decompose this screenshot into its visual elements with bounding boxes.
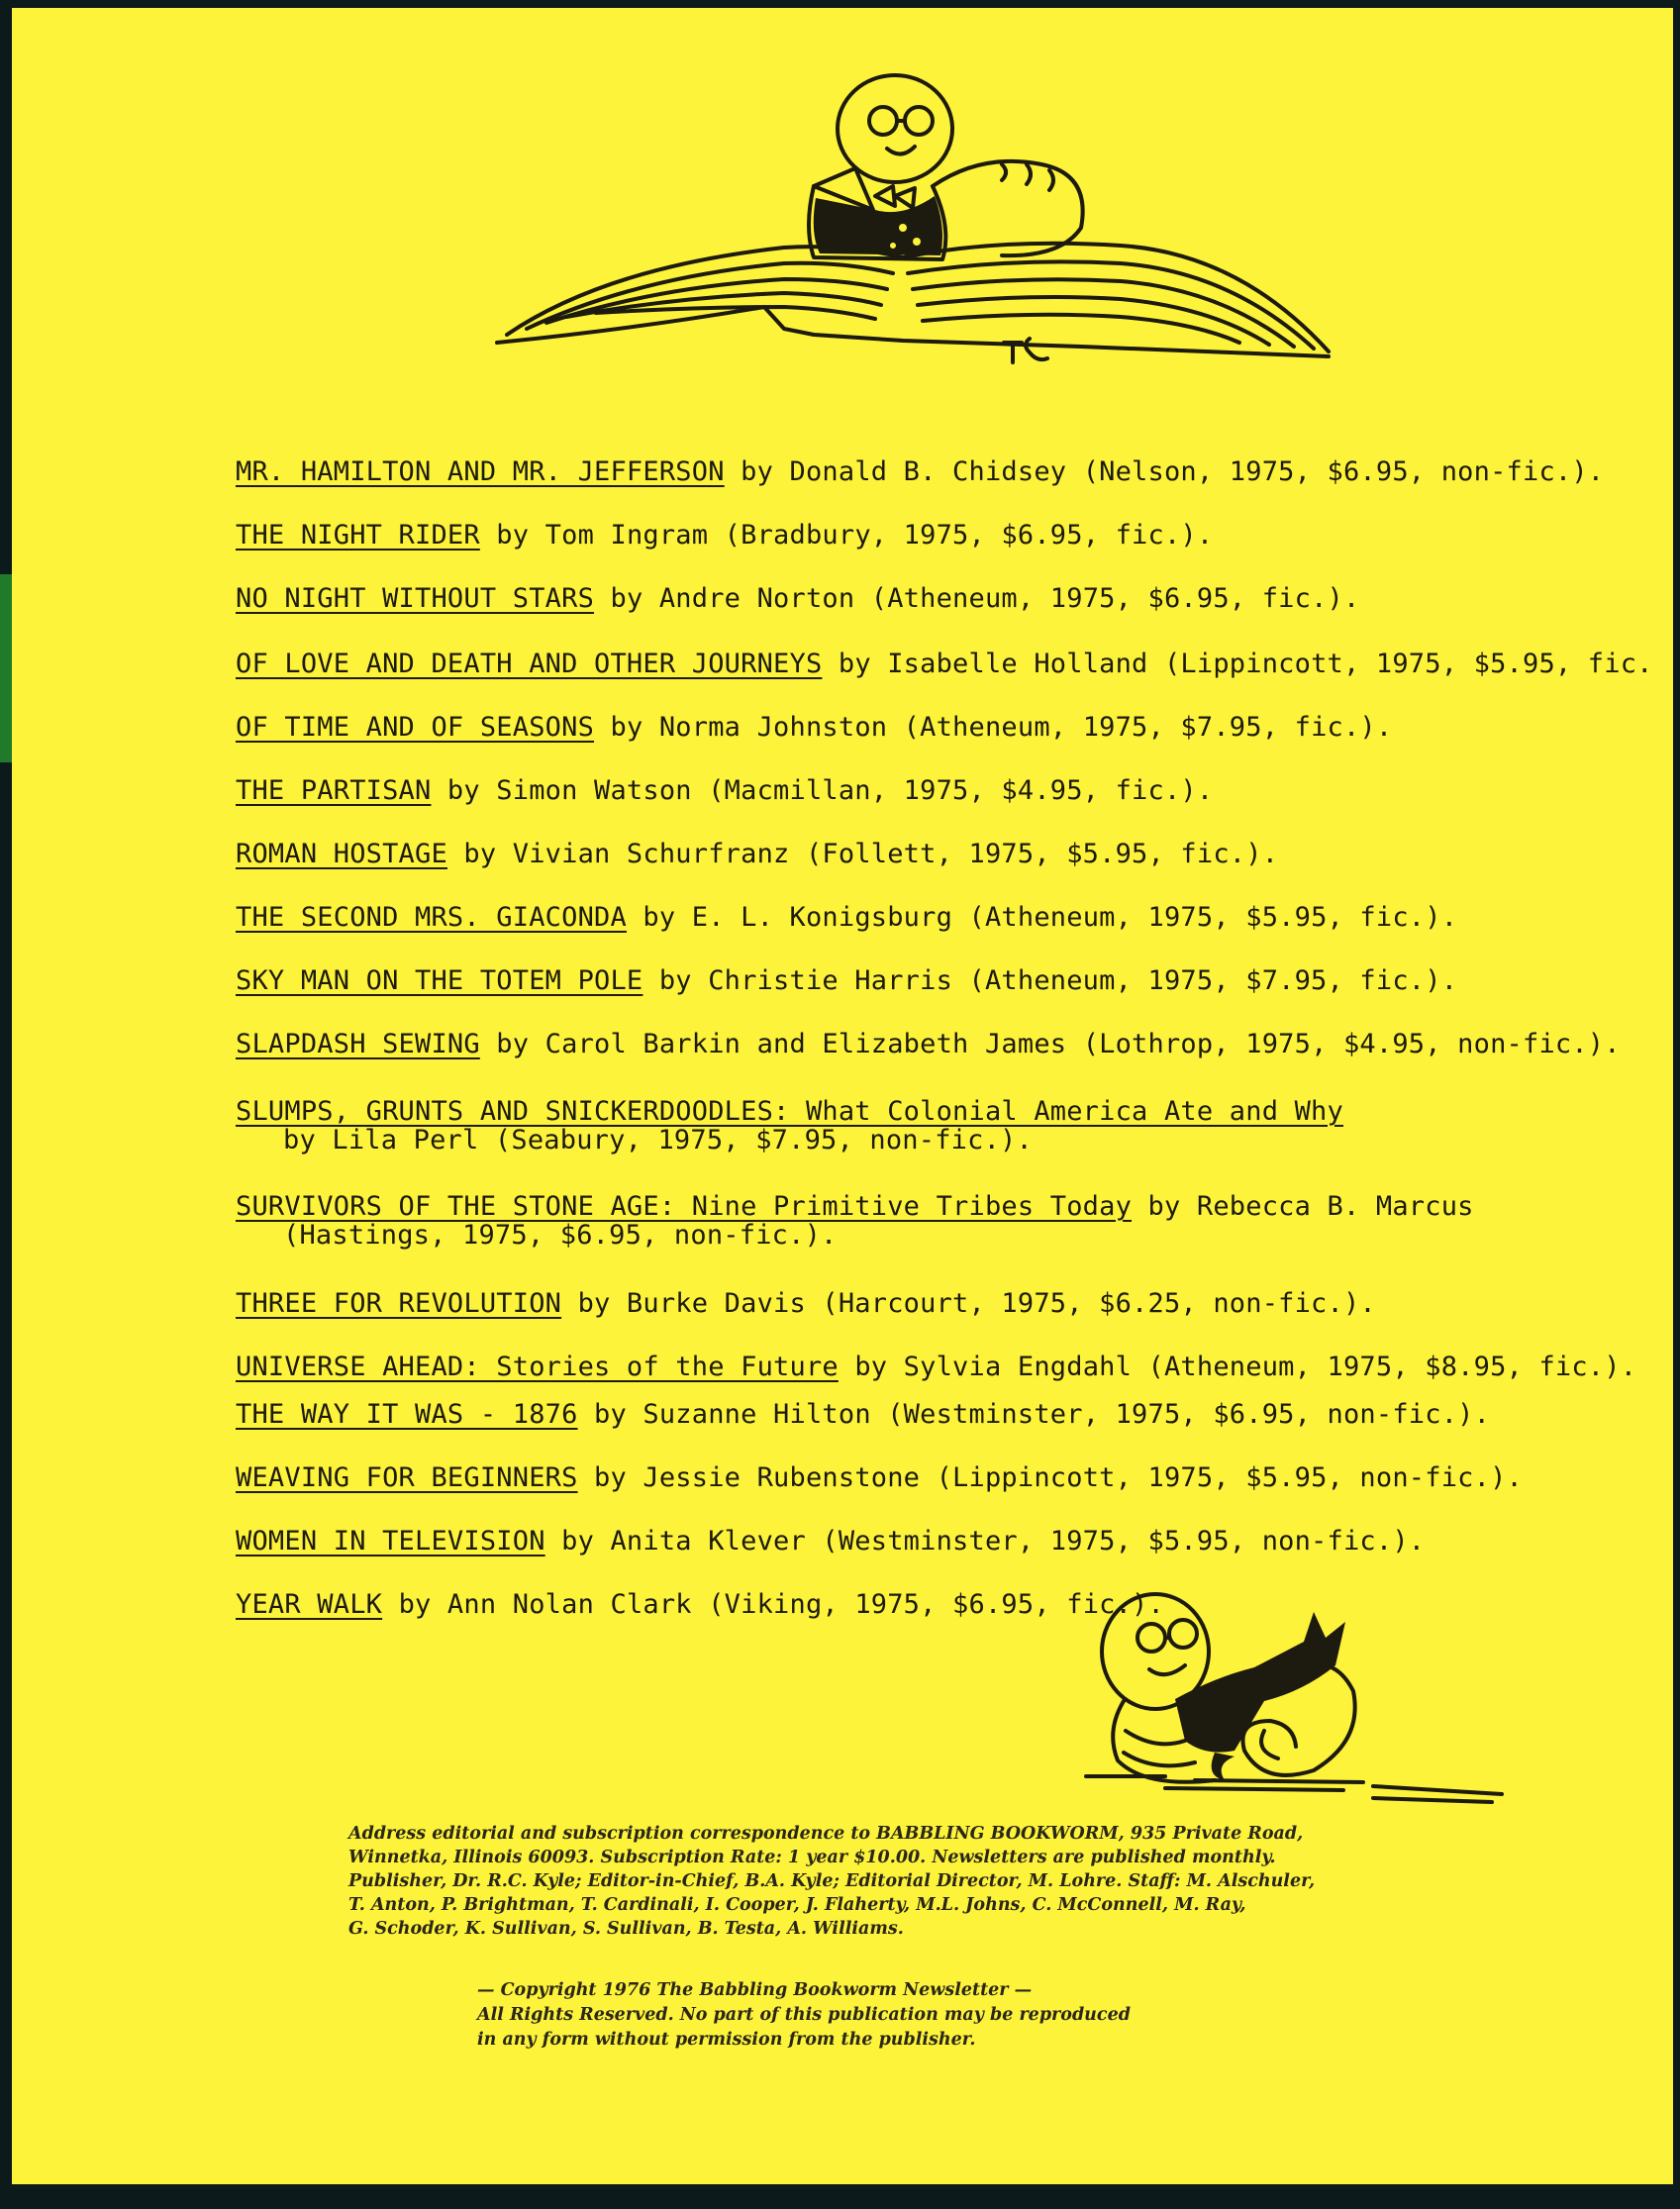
book-details: by Andre Norton (Atheneum, 1975, $6.95, fic.). bbox=[594, 583, 1360, 614]
book-entry bbox=[236, 584, 1359, 614]
publication-info-line: T. Anton, P. Brightman, T. Cardinali, I. Cooper, J. Flaherty, M.L. Johns, C. McConnell, M. Ray, bbox=[348, 1895, 1246, 1915]
book-entry bbox=[236, 521, 1213, 551]
book-details: by Rebecca B. Marcus bbox=[1132, 1191, 1474, 1222]
book-details: by Isabelle Holland (Lippincott, 1975, $5.95, fic. bbox=[822, 649, 1653, 679]
book-title: ROMAN HOSTAGE bbox=[236, 839, 447, 869]
book-details: by E. L. Konigsburg (Atheneum, 1975, $5.95, fic.). bbox=[626, 902, 1458, 933]
book-entry bbox=[236, 966, 1457, 996]
book-title: UNIVERSE AHEAD: Stories of the Future bbox=[236, 1352, 839, 1382]
book-entry bbox=[236, 1192, 1474, 1251]
book-details: by Vivian Schurfranz (Follett, 1975, $5.95, fic.). bbox=[446, 839, 1279, 869]
book-entry bbox=[236, 903, 1457, 933]
book-details: by Jessie Rubenstone (Lippincott, 1975, $5.95, non-fic.). bbox=[577, 1462, 1523, 1493]
book-entry bbox=[236, 1400, 1490, 1430]
book-details-continued: (Hastings, 1975, $6.95, non-fic.). bbox=[283, 1220, 838, 1251]
publication-info-line: G. Schoder, K. Sullivan, S. Sullivan, B. Testa, A. Williams. bbox=[348, 1919, 904, 1939]
book-title: THE PARTISAN bbox=[236, 775, 432, 806]
book-details: by Christie Harris (Atheneum, 1975, $7.95, fic.). bbox=[642, 965, 1458, 996]
book-entry bbox=[236, 1353, 1636, 1382]
book-title: NO NIGHT WITHOUT STARS bbox=[236, 583, 595, 614]
book-entry bbox=[236, 840, 1278, 869]
book-details-continued: by Lila Perl (Seabury, 1975, $7.95, non-fic.). bbox=[283, 1125, 1033, 1155]
book-entry bbox=[236, 1527, 1425, 1556]
book-title: OF LOVE AND DEATH AND OTHER JOURNEYS bbox=[236, 649, 823, 679]
book-entry bbox=[236, 1463, 1523, 1493]
copyright-line: All Rights Reserved. No part of this publication may be reproduced bbox=[477, 2005, 1131, 2025]
book-details: by Suzanne Hilton (Westminster, 1975, $6.95, non-fic.). bbox=[577, 1399, 1491, 1430]
book-entry bbox=[236, 1289, 1376, 1319]
book-title: WEAVING FOR BEGINNERS bbox=[236, 1462, 578, 1493]
book-details: by Burke Davis (Harcourt, 1975, $6.25, non-fic.). bbox=[561, 1288, 1376, 1319]
book-title: THE NIGHT RIDER bbox=[236, 520, 480, 551]
newsletter-page bbox=[12, 8, 1673, 2184]
book-details: by Anita Klever (Westminster, 1975, $5.95, non-fic.). bbox=[544, 1526, 1426, 1556]
book-details: by Simon Watson (Macmillan, 1975, $4.95, fic.). bbox=[431, 775, 1214, 806]
book-entry bbox=[236, 713, 1392, 743]
book-title: OF TIME AND OF SEASONS bbox=[236, 712, 595, 743]
publication-info-line: Address editorial and subscription correspondence to BABBLING BOOKWORM, 935 Private Road, bbox=[348, 1824, 1304, 1844]
book-title: THREE FOR REVOLUTION bbox=[236, 1288, 562, 1319]
book-title: YEAR WALK bbox=[236, 1589, 383, 1620]
book-title: SLUMPS, GRUNTS AND SNICKERDOODLES: What Colonial America Ate and Why bbox=[236, 1096, 1343, 1127]
book-entry bbox=[236, 1030, 1621, 1059]
book-details: by Tom Ingram (Bradbury, 1975, $6.95, fic.). bbox=[479, 520, 1214, 551]
book-title: SKY MAN ON THE TOTEM POLE bbox=[236, 965, 643, 996]
publication-info-line: Winnetka, Illinois 60093. Subscription Rate: 1 year $10.00. Newsletters are published monthly. bbox=[348, 1848, 1276, 1867]
book-details: by Ann Nolan Clark (Viking, 1975, $6.95, fic.). bbox=[382, 1589, 1164, 1620]
book-title: MR. HAMILTON AND MR. JEFFERSON bbox=[236, 456, 725, 487]
book-title: THE SECOND MRS. GIACONDA bbox=[236, 902, 627, 933]
book-title: THE WAY IT WAS - 1876 bbox=[236, 1399, 578, 1430]
book-details: by Sylvia Engdahl (Atheneum, 1975, $8.95, fic.). bbox=[838, 1352, 1637, 1382]
book-title: SLAPDASH SEWING bbox=[236, 1029, 480, 1059]
copyright-line: — Copyright 1976 The Babbling Bookworm Newsletter — bbox=[477, 1980, 1033, 2000]
publication-info-line: Publisher, Dr. R.C. Kyle; Editor-in-Chief, B.A. Kyle; Editorial Director, M. Lohre. Staff: M. Alschuler, bbox=[348, 1871, 1316, 1891]
book-details: by Donald B. Chidsey (Nelson, 1975, $6.95, non-fic.). bbox=[724, 456, 1605, 487]
book-entry bbox=[236, 457, 1604, 487]
book-title: WOMEN IN TELEVISION bbox=[236, 1526, 545, 1556]
bookworm-reading-illustration bbox=[1066, 1582, 1527, 1810]
copyright-notice bbox=[477, 1978, 1368, 2053]
book-title: SURVIVORS OF THE STONE AGE: Nine Primitive Tribes Today bbox=[236, 1191, 1133, 1222]
book-entry bbox=[236, 776, 1213, 806]
book-details: by Norma Johnston (Atheneum, 1975, $7.95, fic.). bbox=[594, 712, 1393, 743]
bookworm-book-illustration bbox=[487, 69, 1348, 376]
book-details: by Carol Barkin and Elizabeth James (Lothrop, 1975, $4.95, non-fic.). bbox=[479, 1029, 1621, 1059]
publication-info bbox=[348, 1822, 1487, 1941]
book-entry bbox=[236, 650, 1653, 679]
book-entry bbox=[236, 1590, 1164, 1620]
book-entry bbox=[236, 1097, 1343, 1155]
copyright-line: in any form without permission from the publisher. bbox=[477, 2030, 976, 2050]
